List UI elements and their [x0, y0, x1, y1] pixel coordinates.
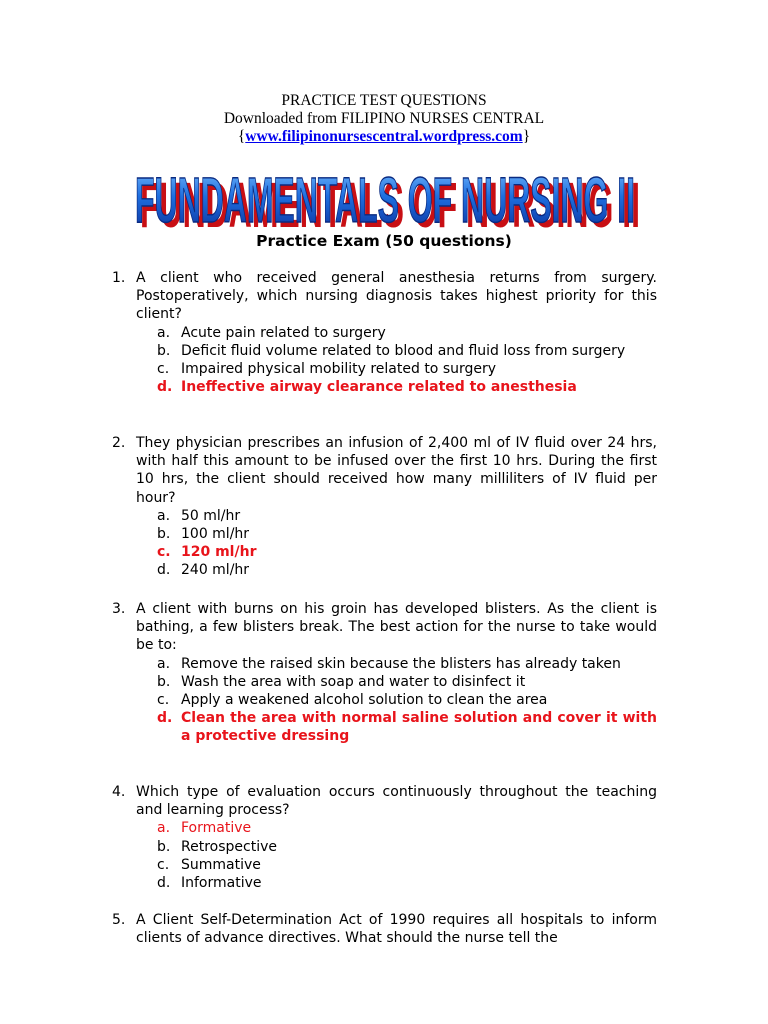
option-text: Remove the raised skin because the blisters has already taken [181, 655, 621, 672]
question-text: A Client Self-Determination Act of 1990 requires all hospitals to inform clients of advance directives. What should the nurse tell the [136, 912, 657, 947]
answer-text: 120 ml/hr [181, 544, 257, 561]
option-letter: c. [157, 856, 170, 873]
answer-text: Ineffective airway clearance related to anesthesia [181, 379, 577, 396]
option-text: Wash the area with soap and water to disinfect it [181, 673, 526, 690]
option-letter: c. [157, 692, 170, 709]
question-number: 2. [112, 435, 126, 451]
question-number: 1. [112, 270, 126, 286]
answer-letter: c. [157, 544, 171, 561]
question-text: Which type of evaluation occurs continuously throughout the teaching and learning process? [136, 784, 657, 819]
question-4 [112, 783, 657, 892]
banner-title-text: FUNDAMENTALS OF NURSING II [134, 163, 635, 234]
option-letter: b. [157, 526, 171, 543]
link-open-brace: { [237, 128, 246, 145]
link-close-brace: } [522, 128, 531, 145]
option-text: Retrospective [181, 838, 277, 855]
option-text: Acute pain related to surgery [181, 324, 386, 341]
option-letter: a. [157, 324, 171, 341]
option-text: Summative [181, 856, 261, 873]
question-number: 4. [112, 784, 126, 800]
header-line-1: PRACTICE TEST QUESTIONS [281, 92, 487, 109]
header-line-2: Downloaded from FILIPINO NURSES CENTRAL [223, 110, 545, 127]
answer-letter: d. [157, 379, 173, 396]
option-letter: b. [157, 342, 171, 359]
question-2 [112, 434, 657, 580]
question-number: 3. [112, 601, 126, 617]
option-text: Deficit fluid volume related to blood and fluid loss from surgery [181, 342, 626, 359]
question-text: A client with burns on his groin has developed blisters. As the client is bathing, a few blisters break. The best action for the nurse to take would be to: [136, 601, 657, 654]
question-number: 5. [112, 912, 126, 928]
option-text: Impaired physical mobility related to surgery [181, 361, 497, 378]
option-text: Apply a weakened alcohol solution to clean the area [181, 692, 548, 709]
question-1 [112, 269, 657, 396]
option-text: 240 ml/hr [181, 562, 250, 579]
question-text: A client who received general anesthesia returns from surgery. Postoperatively, which nursing diagnosis takes highest priority for this client? [136, 270, 657, 323]
question-5 [112, 911, 657, 947]
header-link-line [0, 128, 768, 146]
option-text: 50 ml/hr [181, 507, 241, 524]
question-3 [112, 600, 657, 746]
option-letter: b. [157, 673, 171, 690]
answer-letter: d. [157, 710, 173, 727]
option-letter: d. [157, 562, 171, 579]
answer-text: Clean the area with normal saline solution and cover it with a protective dressing [181, 710, 657, 745]
option-letter: a. [157, 507, 171, 524]
banner-shadow-text: FUNDAMENTALS OF NURSING II [139, 168, 640, 234]
option-letter: a. [157, 655, 171, 672]
question-text: They physician prescribes an infusion of 2,400 ml of IV fluid over 24 hrs, with half this amount to be infused over the first 10 hrs. During the first 10 hrs, the client should received how many milliliters of IV fluid per hour? [136, 435, 657, 506]
option-text: Informative [181, 875, 262, 892]
option-letter: c. [157, 361, 170, 378]
answer-text: Formative [181, 820, 252, 837]
option-text: 100 ml/hr [181, 526, 250, 543]
title-banner [120, 160, 650, 234]
website-link[interactable]: www.filipinonursescentral.wordpress.com [245, 128, 523, 145]
option-letter: d. [157, 875, 171, 892]
answer-letter: a. [157, 820, 171, 837]
exam-subtitle: Practice Exam (50 questions) [256, 232, 512, 250]
option-letter: b. [157, 838, 171, 855]
